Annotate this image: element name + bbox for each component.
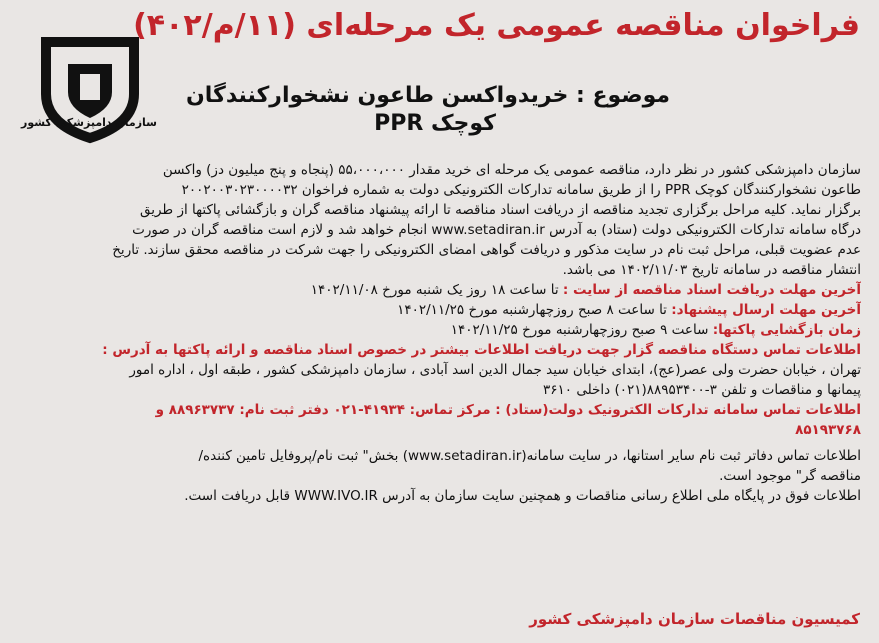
body-line-5: عدم عضویت قبلی، مراحل ثبت نام در سایت مذکور و دریافت گواهی امضای الکترونیکی را جهت شرکت در مناقصه محقق سازند. تاریخ [112, 242, 861, 258]
subject-line-1: موضوع : خریدواکسن طاعون نشخوارکنندگان [185, 83, 670, 108]
body-line-4: درگاه سامانه تدارکات الکترونیکی دولت (ستاد) به آدرس www.setadiran.ir انجام خواهد شد و لازم است مناقصه گران در صورت [132, 222, 861, 238]
setad-contact-line-2: ۸۵۱۹۳۷۶۸ [795, 422, 861, 438]
body-line-2: طاعون نشخوارکنندگان کوچک PPR را از طریق سامانه تدارکات الکترونیکی دولت به شماره فراخوان ۲۰۰۲۰۰۳۰۲۳۰۰۰۰۳۲ [181, 182, 861, 198]
subject-line-2: کوچک PPR [374, 111, 496, 136]
body-line-1: سازمان دامپزشکی کشور در نظر دارد، مناقصه عمومی یک مرحله ای خرید مقدار ۵۵،۰۰۰،۰۰۰ (پنجاه و پنج میلیون دز) واکسن [162, 162, 861, 178]
offer-deadline [18, 300, 861, 320]
body-line-3: برگزار نماید. کلیه مراحل برگزاری تجدید مناقصه از دریافت اسناد مناقصه تا ارائه پیشنهاد مناقصه گران و بازگشائی پاکتها از طریق [139, 202, 861, 218]
opening-time [18, 320, 861, 340]
setad-contact-line-1: اطلاعات تماس سامانه تدارکات الکترونیک دولت(ستاد) : مرکز تماس: ۴۱۹۳۴-۰۲۱ دفتر ثبت نام: ۸۸۹۶۳۷۳۷ و [155, 402, 861, 418]
note-line-2: مناقصه گر" موجود است. [719, 468, 861, 484]
doc-deadline-value: تا ساعت ۱۸ روز یک شنبه مورخ ۱۴۰۲/۱۱/۰۸ [310, 282, 559, 298]
doc-deadline [18, 280, 861, 300]
address-line-2: پیمانها و مناقصات و تلفن ۳-۸۸۹۵۳۴۰۰(۰۲۱) داخلی ۳۶۱۰ [543, 382, 861, 398]
doc-deadline-label: آخرین مهلت دریافت اسناد مناقصه از سایت : [562, 282, 861, 298]
body-line-6: انتشار مناقصه در سامانه تاریخ ۱۴۰۲/۱۱/۰۳ می باشد. [562, 262, 861, 278]
opening-time-label: زمان بازگشایی پاکتها: [712, 322, 861, 338]
opening-time-value: ساعت ۹ صبح روزچهارشنبه مورخ ۱۴۰۲/۱۱/۲۵ [450, 322, 709, 338]
note-line-3: اطلاعات فوق در پایگاه ملی اطلاع رسانی مناقصات و همچنین سایت سازمان به آدرس WWW.IVO.IR قابل دریافت است. [184, 488, 861, 504]
commission-signature: کمیسیون مناقصات سازمان دامپزشکی کشور [529, 610, 860, 628]
note-line-1: اطلاعات تماس دفاتر ثبت نام سایر استانها، در سایت سامانه(www.setadiran.ir) بخش" ثبت نام/پروفایل تامین کننده/ [198, 448, 861, 464]
offer-deadline-value: تا ساعت ۸ صبح روزچهارشنبه مورخ ۱۴۰۲/۱۱/۲۵ [397, 302, 667, 318]
subject-heading [185, 82, 670, 138]
offer-deadline-label: آخرین مهلت ارسال پیشنهاد: [671, 302, 861, 318]
logo-caption: سازمان دامپزشکی کشور [21, 116, 157, 129]
contact-heading: اطلاعات تماس دستگاه مناقصه گزار جهت دریافت اطلاعات بیشتر در خصوص اسناد مناقصه و ارائه پاکتها به آدرس : [102, 342, 861, 358]
notice-body [18, 160, 861, 506]
notice-title: فراخوان مناقصه عمومی یک مرحله‌ای (۱۱/م/۴۰۲) [133, 8, 860, 43]
address-line-1: تهران ، خیابان حضرت ولی عصر(عج)، ابتدای خیابان سید جمال الدین اسد آبادی ، سازمان دامپزشکی کشور ، طبقه اول ، اداره امور [129, 362, 861, 378]
